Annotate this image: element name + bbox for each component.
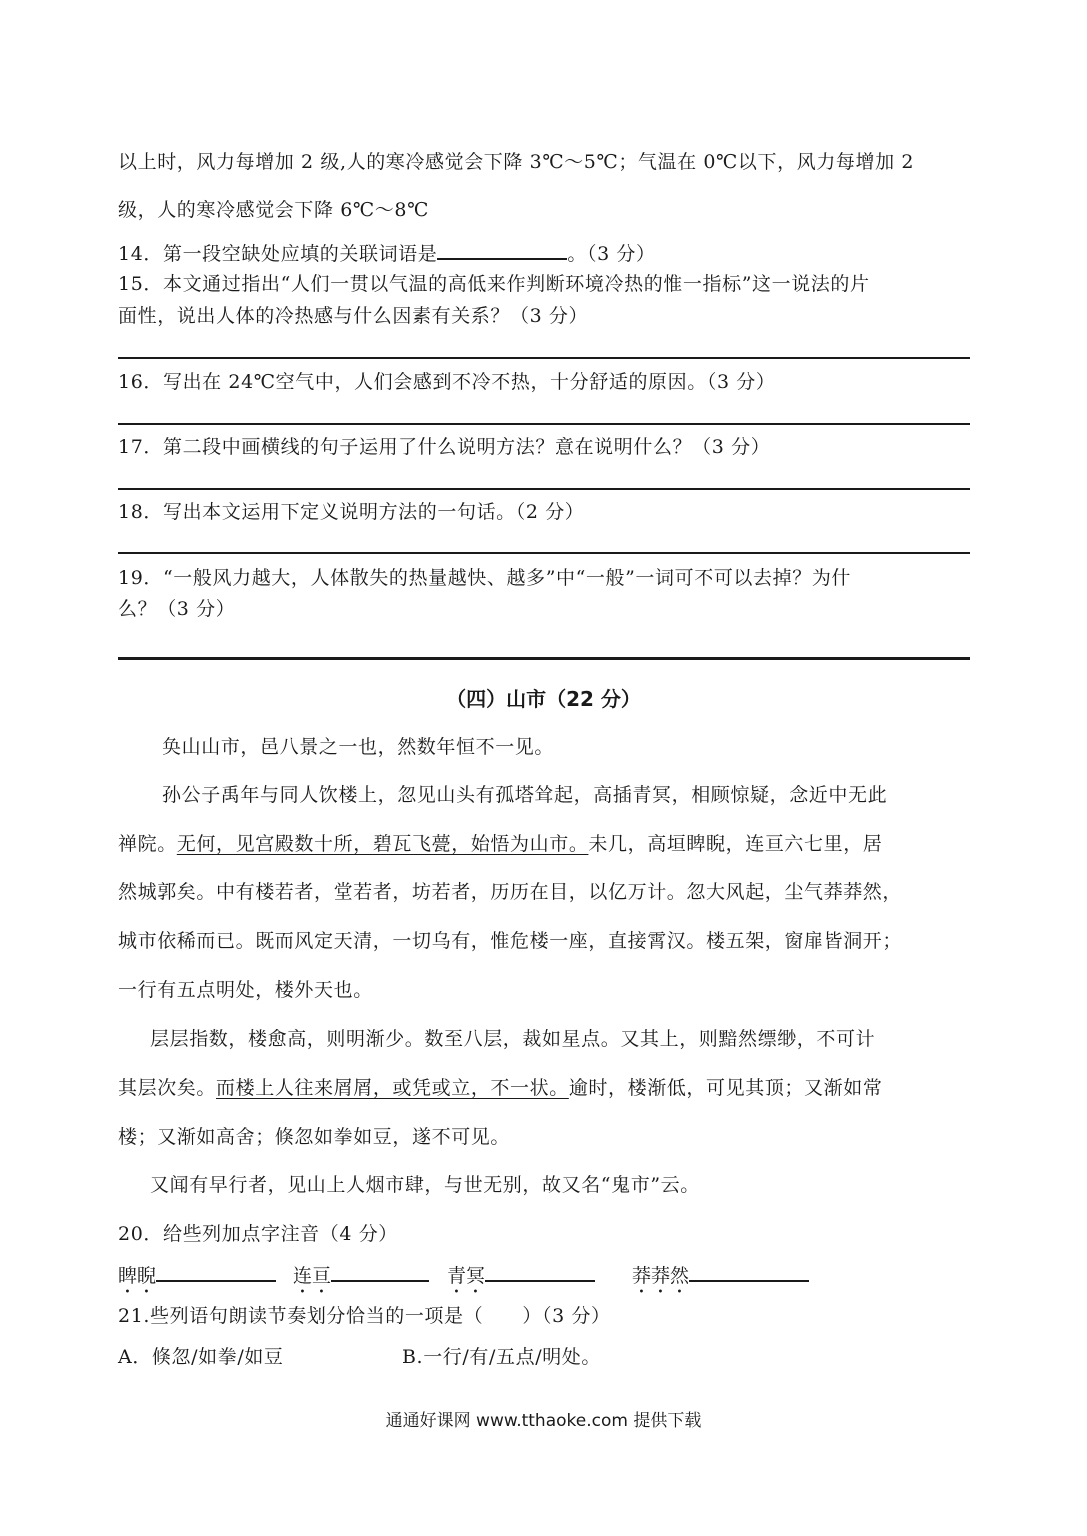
option-a[interactable]: A．倏忽/如拳/如豆 [118, 1346, 284, 1368]
pinyin-word: 莽莽然 [632, 1265, 690, 1287]
passage-text: 其层次矣。 [118, 1077, 217, 1099]
question-18: 18．写出本文运用下定义说明方法的一句话。（2 分） [118, 501, 585, 523]
passage-paragraph: 又闻有早行者，见山上人烟市肆，与世无别，故又名“鬼市”云。 [150, 1174, 700, 1196]
question-19-line: 19．“一般风力越大，人体散失的热量越快、越多”中“一般”一词可不可以去掉？为什 [118, 567, 852, 589]
pinyin-blank[interactable] [331, 1262, 429, 1282]
passage-line [118, 832, 970, 856]
passage-line: 以上时，风力每增加 2 级,人的寒冷感觉会下降 3℃～5℃；气温在 0℃以下，风力每增加 2 [118, 151, 915, 173]
question-16: 16．写出在 24℃空气中，人们会感到不冷不热，十分舒适的原因。（3 分） [118, 371, 776, 393]
pinyin-item [118, 1262, 276, 1298]
passage-line: 层层指数，楼愈高，则明渐少。数至八层，裁如星点。又其上，则黯然缥缈，不可计 [150, 1028, 876, 1050]
answer-line-15[interactable] [118, 357, 970, 359]
underlined-sentence: 而楼上人往来屑屑，或凭或立，不一状。 [216, 1077, 569, 1099]
passage-line: 一行有五点明处，楼外天也。 [118, 979, 373, 1001]
passage-line: 楼；又渐如高舍；倏忽如拳如豆，遂不可见。 [118, 1126, 511, 1148]
answer-line-17[interactable] [118, 488, 970, 490]
question-14-score: 。（3 分） [567, 243, 656, 265]
pinyin-item [447, 1262, 595, 1298]
option-b[interactable]: B.一行/有/五点/明处。 [402, 1346, 602, 1368]
footer-source: 通通好课网 www.tthaoke.com 提供下载 [385, 1411, 702, 1431]
pinyin-blank[interactable] [485, 1262, 595, 1282]
pinyin-item [293, 1262, 429, 1298]
section-title: （四）山市（22 分） [446, 687, 641, 711]
question-20: 20．给些列加点字注音（4 分） [118, 1223, 398, 1245]
passage-line: 城市依稀而已。既而风定天清，一切乌有，惟危楼一座，直接霄汉。楼五架，窗扉皆洞开； [118, 930, 903, 952]
passage-line: 孙公子禹年与同人饮楼上，忽见山头有孤塔耸起，高插青冥，相顾惊疑，念近中无此 [162, 784, 888, 806]
pinyin-word: 连亘 [293, 1265, 332, 1287]
passage-line [118, 1076, 970, 1100]
answer-line-16[interactable] [118, 423, 970, 425]
passage-paragraph: 奂山山市，邑八景之一也，然数年恒不一见。 [162, 736, 555, 758]
question-19-line: 么？（3 分） [118, 598, 236, 620]
answer-blank-14[interactable] [437, 240, 567, 260]
passage-line: 然城郭矣。中有楼若者，堂若者，坊若者，历历在目，以亿万计。忽大风起，尘气莽莽然， [118, 881, 903, 903]
question-14-text: 14．第一段空缺处应填的关联词语是 [118, 243, 438, 265]
question-14 [118, 240, 970, 266]
passage-text: 禅院。 [118, 833, 177, 855]
pinyin-word: 青冥 [447, 1265, 486, 1287]
question-15-line: 面性，说出人体的冷热感与什么因素有关系？（3 分） [118, 305, 589, 327]
answer-line-18[interactable] [118, 552, 970, 554]
passage-line: 级，人的寒冷感觉会下降 6℃～8℃ [118, 199, 429, 221]
pinyin-item [632, 1262, 809, 1298]
question-15-line: 15．本文通过指出“人们一贯以气温的高低来作判断环境冷热的惟一指标”这一说法的片 [118, 273, 870, 295]
question-17: 17．第二段中画横线的句子运用了什么说明方法？意在说明什么？（3 分） [118, 436, 771, 458]
passage-text: 未几，高垣睥睨，连亘六七里，居 [588, 833, 883, 855]
pinyin-blank[interactable] [156, 1262, 276, 1282]
pinyin-word: 睥睨 [118, 1265, 157, 1287]
underlined-sentence: 无何，见宫殿数十所，碧瓦飞甍，始悟为山市。 [176, 833, 589, 855]
answer-line-19[interactable] [118, 657, 970, 660]
question-21: 21.些列语句朗读节奏划分恰当的一项是（ ）（3 分） [118, 1305, 611, 1327]
pinyin-blank[interactable] [689, 1262, 809, 1282]
passage-text: 逾时，楼渐低，可见其顶；又渐如常 [568, 1077, 883, 1099]
